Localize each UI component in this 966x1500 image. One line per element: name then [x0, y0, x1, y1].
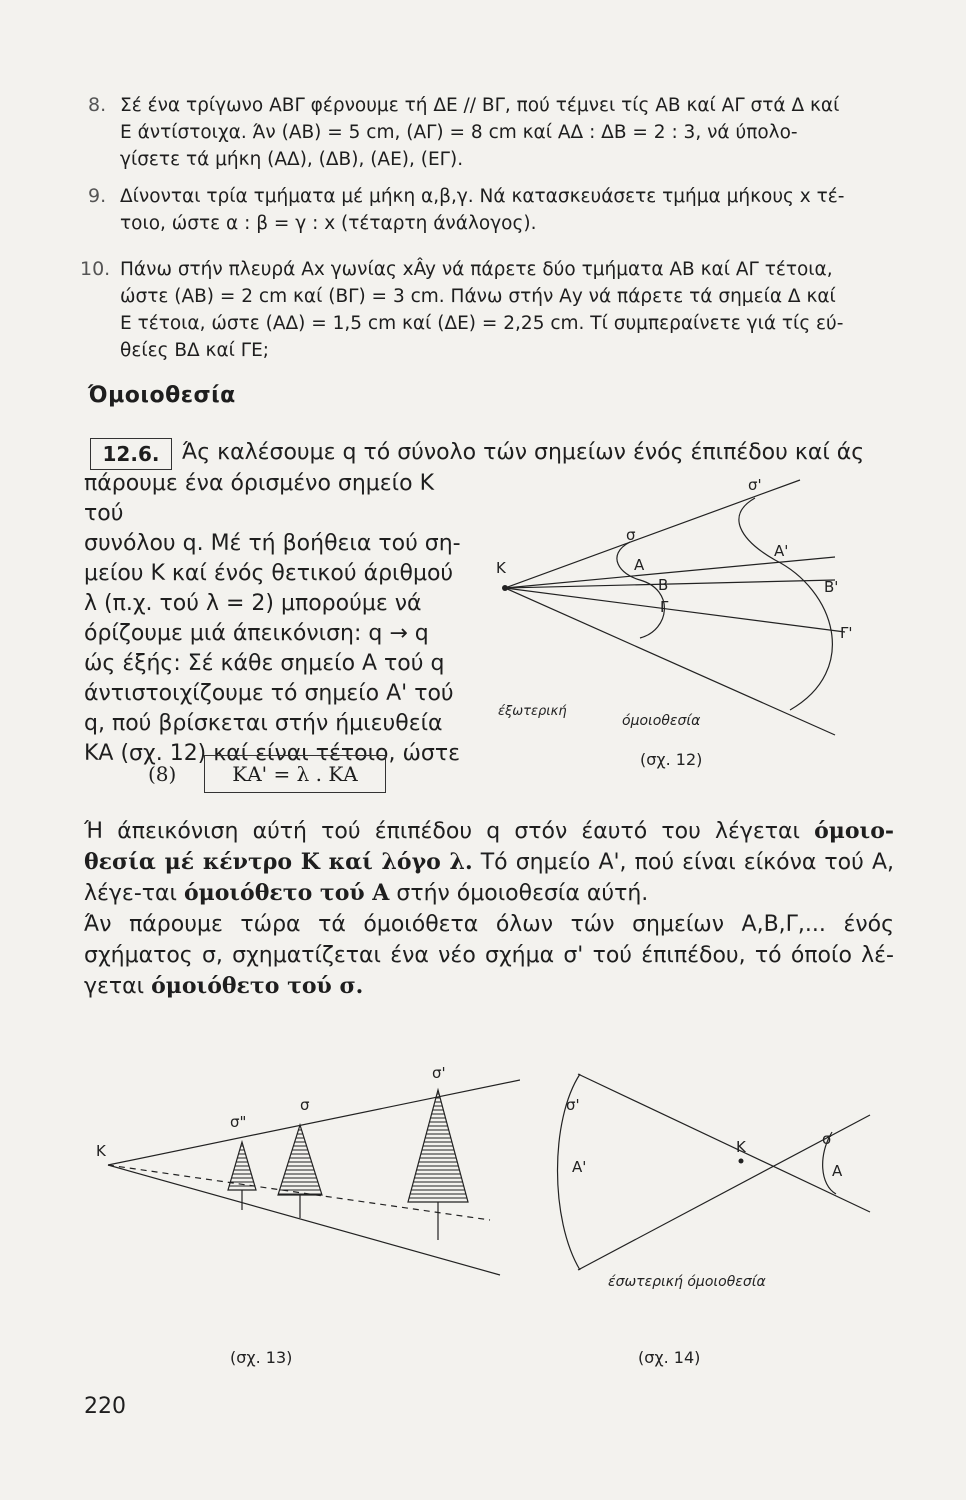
label-A: Α — [634, 556, 645, 574]
intro-line: λ (π.χ. τού λ = 2) μπορούμε νά — [84, 591, 422, 616]
label-sigma-prime: σ' — [748, 476, 762, 494]
intro-line: ώς έξής: Σέ κάθε σημείο Α τού q — [84, 651, 445, 676]
fig12-label-left: έξωτερική — [498, 704, 567, 719]
ray-line — [505, 480, 800, 588]
exercise-line: τοιο, ώστε α : β = γ : x (τέταρτη άνάλογος). — [120, 213, 537, 234]
exercise-9 — [88, 183, 888, 237]
fig14-caption: (σχ. 14) — [638, 1348, 701, 1367]
fig12-label-right: όμοιοθεσία — [622, 713, 701, 729]
bold-term: όμοιόθετο τού Α — [183, 880, 390, 906]
ray-line — [505, 580, 835, 588]
fig12-caption: (σχ. 12) — [640, 750, 703, 769]
exercise-number: 10. — [80, 258, 111, 280]
curve-sigma-prime — [739, 498, 832, 710]
section-title: Όμοιοθεσία — [88, 383, 236, 408]
formula-label: (8) — [148, 762, 177, 786]
label-G: Γ — [660, 598, 669, 616]
fig14-label-sigma-prime: σ' — [566, 1096, 580, 1114]
text-span: Άν πάρουμε τώρα τά όμοιόθετα όλων τών σημείων Α,Β,Γ,... ένός σχήματος σ, σχηματίζεται ένα νέο σχήμα σ' τού έπιπέδου, τό όποίο λέ-γεται — [84, 912, 894, 999]
intro-paragraph — [84, 469, 464, 769]
intro-first-line: Άς καλέσουμε q τό σύνολο τών σημείων ένός έπιπέδου καί άς — [182, 440, 865, 465]
exercise-line: γίσετε τά μήκη (ΑΔ), (ΔΒ), (ΑΕ), (ΕΓ). — [120, 149, 464, 170]
fig13-label-sigma: σ — [300, 1096, 310, 1114]
exercise-line: Πάνω στήν πλευρά Αx γωνίας xÂy νά πάρετε δύο τμήματα ΑΒ καί ΑΓ τέτοια, — [120, 259, 833, 280]
exercise-number: 8. — [88, 94, 107, 116]
intro-line: μείου Κ καί ένός θετικού άριθμού — [84, 561, 454, 586]
fig13-label-sigma-dd: σ" — [230, 1113, 247, 1131]
figure-14 — [540, 1060, 890, 1380]
large-triangle — [408, 1090, 468, 1202]
bold-term: όμοιόθετο τού σ. — [151, 973, 364, 999]
second-paragraph — [84, 909, 894, 1002]
fig14-label-A-prime: Α' — [572, 1158, 587, 1176]
exercise-8 — [88, 92, 888, 173]
ray-line — [505, 557, 835, 588]
fig14-label-K: Κ — [736, 1138, 746, 1156]
intro-line: άντιστοιχίζουμε τό σημείο Α' τού — [84, 681, 454, 706]
ray-line — [505, 588, 845, 632]
fig14-label-A: Α — [832, 1162, 843, 1180]
small-triangle — [228, 1142, 256, 1190]
exercise-line: θείες ΒΔ καί ΓΕ; — [120, 340, 270, 361]
text-span: στήν όμοιοθεσία αύτή. — [389, 881, 649, 906]
label-B: Β — [658, 576, 669, 594]
label-K: Κ — [496, 559, 506, 577]
fig14-label-sigma: σ — [822, 1130, 832, 1148]
exercise-line: Ε τέτοια, ώστε (ΑΔ) = 1,5 cm καί (ΔΕ) = 2,25 cm. Τί συμπεραίνετε γιά τίς εύ- — [120, 313, 844, 334]
exercise-line: Ε άντίστοιχα. Άν (ΑΒ) = 5 cm, (ΑΓ) = 8 cm καί ΑΔ : ΔΒ = 2 : 3, νά ύπολο- — [120, 122, 798, 143]
upper-ray — [108, 1080, 520, 1165]
fig13-label-K: Κ — [96, 1142, 106, 1160]
bold-term: όμοιο-θεσία μέ κέντρο Κ καί λόγο λ. — [84, 818, 894, 875]
formula-box: ΚΑ' = λ . ΚΑ — [204, 755, 386, 793]
intro-line: όρίζουμε μιά άπεικόνιση: q → q — [84, 621, 429, 646]
page-number: 220 — [84, 1394, 126, 1419]
label-A-prime: Α' — [774, 542, 789, 560]
subsection-number: 12.6. — [90, 438, 172, 470]
medium-triangle — [278, 1125, 322, 1195]
fig13-label-sigma-prime: σ' — [432, 1064, 446, 1082]
figure-12 — [490, 470, 890, 780]
intro-line: συνόλου q. Μέ τή βοήθεια τού ση- — [84, 531, 461, 556]
exercise-number: 9. — [88, 185, 107, 207]
center-point-K — [502, 585, 508, 591]
label-sigma: σ — [626, 526, 636, 544]
label-G-prime: Γ' — [840, 624, 853, 642]
intro-line: ΚΑ (σχ. 12) καί είναι τέτοιο, ώστε — [84, 741, 460, 766]
intro-line: q, πού βρίσκεται στήν ήμιευθεία — [84, 711, 443, 736]
fig13-caption: (σχ. 13) — [230, 1348, 293, 1367]
center-point-K — [739, 1159, 744, 1164]
definition-paragraph — [84, 816, 894, 909]
figure-13 — [90, 1060, 520, 1380]
intro-line: πάρουμε ένα όρισμένο σημείο Κ τού — [84, 471, 435, 526]
text-span: Ή άπεικόνιση αύτή τού έπιπέδου q στόν έαυτό του λέγεται — [84, 819, 815, 844]
exercise-10 — [80, 256, 888, 364]
fig14-label: έσωτερική όμοιοθεσία — [608, 1274, 766, 1290]
exercise-line: ώστε (ΑΒ) = 2 cm καί (ΒΓ) = 3 cm. Πάνω στήν Αy νά πάρετε τά σημεία Δ καί — [120, 286, 836, 307]
label-B-prime: Β' — [824, 578, 839, 596]
exercise-line: Δίνονται τρία τμήματα μέ μήκη α,β,γ. Νά κατασκευάσετε τμήμα μήκους x τέ- — [120, 186, 845, 207]
text-span: Τό σημείο Α', πού είναι είκόνα τού Α, λέγε-ται — [84, 850, 894, 906]
exercise-line: Σέ ένα τρίγωνο ΑΒΓ φέρνουμε τή ΔΕ // ΒΓ, πού τέμνει τίς ΑΒ καί ΑΓ στά Δ καί — [120, 95, 840, 116]
